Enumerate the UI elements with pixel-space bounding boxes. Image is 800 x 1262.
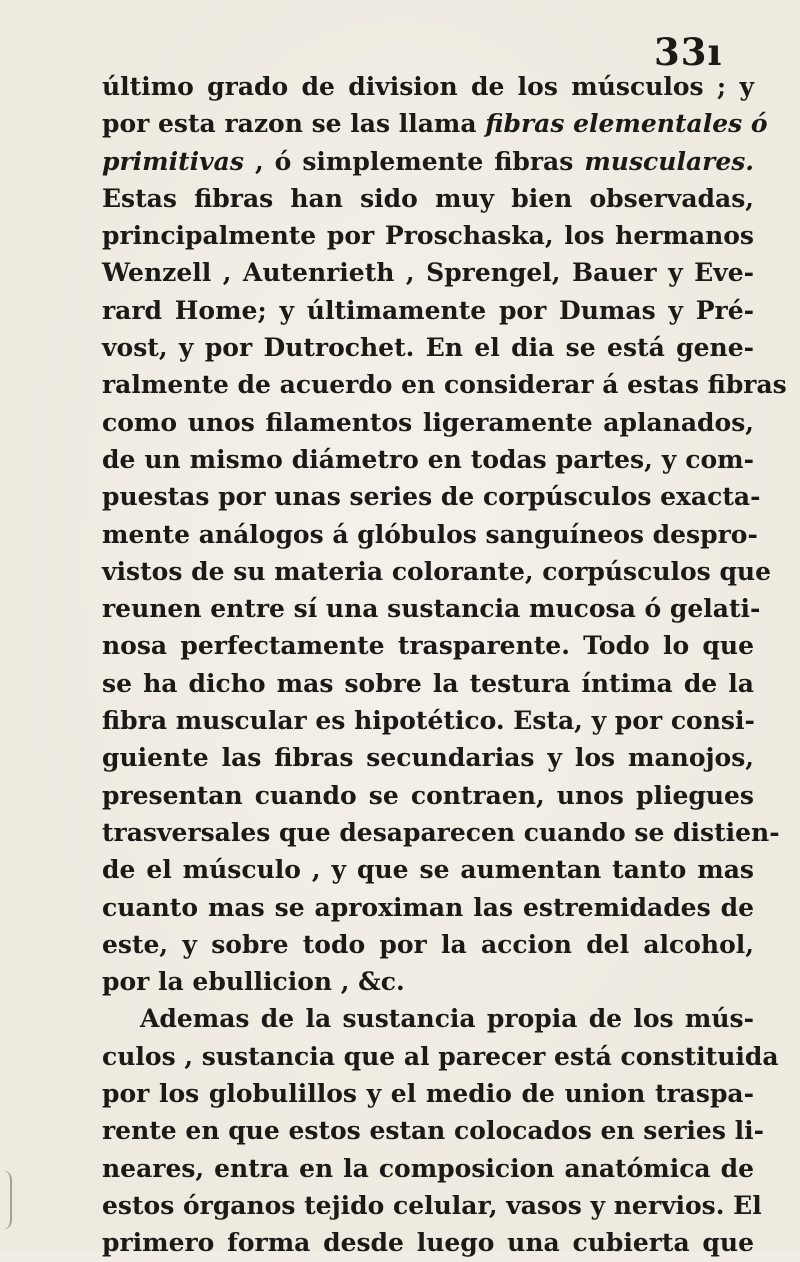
text-line: vost, y por Dutrochet. En el dia se está gene- (102, 333, 754, 363)
text-line: primero forma desde luego una cubierta que (102, 1228, 754, 1258)
text-line: culos , sustancia que al parecer está constituida (102, 1041, 779, 1071)
text-line: nosa perfectamente trasparente. Todo lo que (102, 631, 754, 661)
text-line: puestas por unas series de corpúsculos exacta- (102, 482, 761, 512)
text-line: como unos filamentos ligeramente aplanados, (102, 407, 754, 437)
text-line: principalmente por Proschaska, los hermanos (102, 221, 754, 251)
page-edge-mark (2, 1170, 12, 1230)
text-line: guiente las fibras secundarias y los manojos, (102, 743, 754, 773)
page-number: 33ı (654, 30, 723, 74)
text-line: mente análogos á glóbulos sanguíneos despro- (102, 519, 758, 549)
text-line: ralmente de acuerdo en considerar á estas fibras (102, 370, 787, 400)
text-line: último grado de division de los músculos ; y (102, 72, 754, 101)
text-line: por esta razon se las llama fibras elementales ó (102, 109, 768, 139)
text-line: Ademas de la sustancia propia de los mús- (140, 1004, 754, 1034)
text-line: presentan cuando se contraen, unos pliegues (102, 780, 754, 810)
text-line: reunen entre sí una sustancia mucosa ó gelati- (102, 594, 761, 624)
text-line: rente en que estos estan colocados en series li- (102, 1116, 764, 1146)
text-line: primitivas , ó simplemente fibras musculares. (102, 146, 754, 176)
text-line: estos órganos tejido celular, vasos y nervios. El (102, 1190, 762, 1220)
text-line: por la ebullicion , &c. (102, 967, 405, 997)
text-line: de el músculo , y que se aumentan tanto mas (102, 855, 754, 885)
text-line: cuanto mas se aproximan las estremidades de (102, 892, 754, 922)
text-line: vistos de su materia colorante, corpúsculos que (102, 556, 772, 586)
text-line: de un mismo diámetro en todas partes, y com- (102, 444, 754, 474)
text-line: Wenzell , Autenrieth , Sprengel, Bauer y Eve- (102, 258, 754, 288)
text-line: neares, entra en la composicion anatómica de (102, 1153, 754, 1183)
text-line: Estas fibras han sido muy bien observadas, (102, 183, 754, 213)
text-line: se ha dicho mas sobre la testura íntima de la (102, 668, 754, 698)
text-line: trasversales que desaparecen cuando se distien- (102, 817, 780, 847)
text-line: este, y sobre todo por la accion del alcohol, (102, 929, 754, 959)
text-line: rard Home; y últimamente por Dumas y Pré- (102, 295, 754, 325)
body-text (102, 68, 787, 1262)
text-line: por los globulillos y el medio de union traspa- (102, 1079, 754, 1109)
text-line: fibra muscular es hipotético. Esta, y por consi- (102, 706, 755, 736)
